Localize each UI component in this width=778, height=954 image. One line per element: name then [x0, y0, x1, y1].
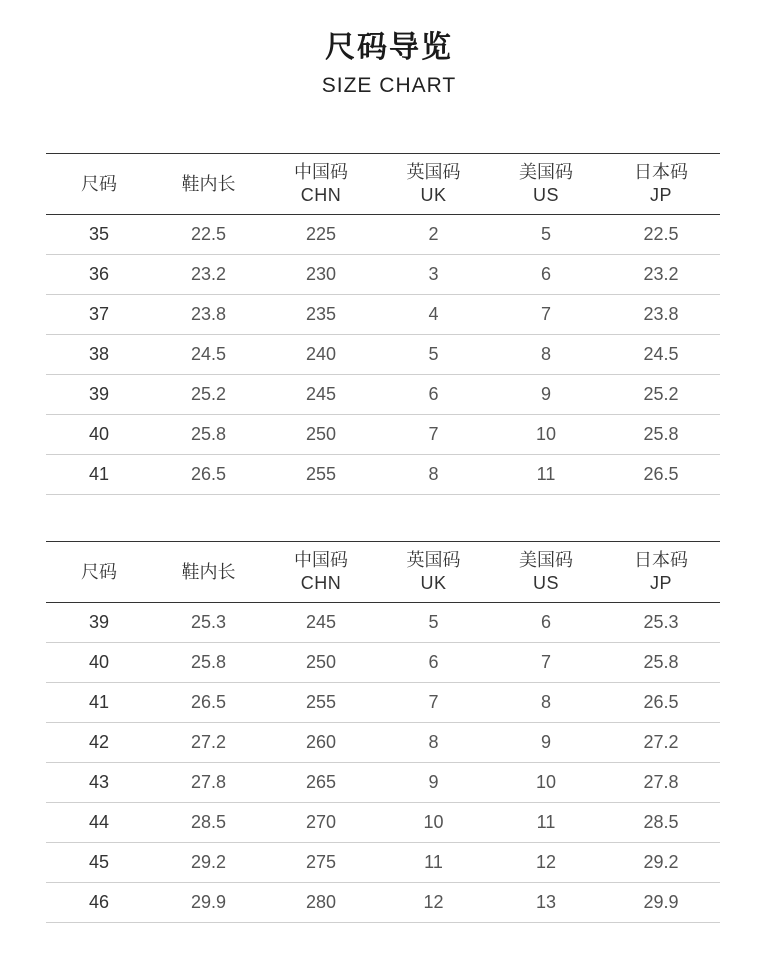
cell-us: 8 — [490, 683, 602, 723]
cell-chn: 250 — [265, 643, 377, 683]
table-row — [46, 883, 720, 923]
cell-us: 11 — [490, 455, 602, 495]
header-jp-cn: 日本码 — [634, 550, 688, 571]
header-jp — [602, 154, 720, 215]
cell-size: 42 — [46, 723, 152, 763]
cell-us: 10 — [490, 763, 602, 803]
cell-uk: 5 — [377, 603, 490, 643]
header-length — [152, 542, 265, 603]
cell-length: 24.5 — [152, 335, 265, 375]
cell-length: 25.3 — [152, 603, 265, 643]
cell-us: 8 — [490, 335, 602, 375]
header-chn-en: CHN — [300, 185, 342, 205]
table-row — [46, 683, 720, 723]
header-uk-en: UK — [420, 185, 447, 205]
cell-us: 10 — [490, 415, 602, 455]
cell-uk: 7 — [377, 415, 490, 455]
header-uk-en: UK — [420, 573, 447, 593]
cell-uk: 8 — [377, 455, 490, 495]
header-row — [46, 154, 720, 215]
cell-size: 37 — [46, 295, 152, 335]
cell-jp: 25.2 — [602, 375, 720, 415]
cell-uk: 5 — [377, 335, 490, 375]
header-us-en: US — [532, 573, 559, 593]
table-header — [46, 154, 720, 215]
table-row — [46, 843, 720, 883]
cell-length: 29.2 — [152, 843, 265, 883]
table-row — [46, 723, 720, 763]
header-uk — [377, 154, 490, 215]
cell-jp: 22.5 — [602, 215, 720, 255]
cell-jp: 29.9 — [602, 883, 720, 923]
table-row — [46, 455, 720, 495]
table-row — [46, 295, 720, 335]
cell-length: 28.5 — [152, 803, 265, 843]
cell-uk: 6 — [377, 375, 490, 415]
cell-chn: 255 — [265, 683, 377, 723]
cell-size: 41 — [46, 683, 152, 723]
table-row — [46, 255, 720, 295]
header-length — [152, 154, 265, 215]
cell-size: 46 — [46, 883, 152, 923]
cell-size: 39 — [46, 603, 152, 643]
table-row — [46, 763, 720, 803]
cell-size: 40 — [46, 415, 152, 455]
cell-chn: 250 — [265, 415, 377, 455]
table-body — [46, 215, 720, 495]
cell-uk: 11 — [377, 843, 490, 883]
cell-us: 6 — [490, 603, 602, 643]
cell-chn: 260 — [265, 723, 377, 763]
cell-chn: 255 — [265, 455, 377, 495]
cell-length: 23.8 — [152, 295, 265, 335]
cell-jp: 25.3 — [602, 603, 720, 643]
header-size-label: 尺码 — [81, 561, 117, 583]
cell-length: 26.5 — [152, 683, 265, 723]
cell-uk: 8 — [377, 723, 490, 763]
size-table-1 — [46, 153, 720, 495]
cell-jp: 25.8 — [602, 643, 720, 683]
header-chn-en: CHN — [300, 573, 342, 593]
header-uk-cn: 英国码 — [406, 550, 461, 571]
table-row — [46, 415, 720, 455]
header-uk-cn: 英国码 — [406, 162, 461, 183]
cell-length: 26.5 — [152, 455, 265, 495]
cell-chn: 265 — [265, 763, 377, 803]
cell-jp: 27.2 — [602, 723, 720, 763]
header-size-label: 尺码 — [81, 173, 117, 195]
cell-us: 9 — [490, 375, 602, 415]
cell-jp: 26.5 — [602, 683, 720, 723]
cell-length: 25.8 — [152, 643, 265, 683]
cell-uk: 9 — [377, 763, 490, 803]
page-subtitle: SIZE CHART — [321, 74, 457, 97]
cell-length: 27.8 — [152, 763, 265, 803]
header-jp-en: JP — [649, 185, 672, 205]
header-jp-cn: 日本码 — [634, 162, 688, 183]
cell-size: 44 — [46, 803, 152, 843]
cell-chn: 275 — [265, 843, 377, 883]
cell-chn: 235 — [265, 295, 377, 335]
header-us-cn: 美国码 — [519, 162, 573, 183]
cell-us: 7 — [490, 295, 602, 335]
cell-length: 29.9 — [152, 883, 265, 923]
cell-size: 39 — [46, 375, 152, 415]
cell-chn: 240 — [265, 335, 377, 375]
table-row — [46, 803, 720, 843]
cell-size: 43 — [46, 763, 152, 803]
cell-us: 9 — [490, 723, 602, 763]
cell-size: 40 — [46, 643, 152, 683]
cell-uk: 7 — [377, 683, 490, 723]
cell-uk: 2 — [377, 215, 490, 255]
table-row — [46, 603, 720, 643]
header-uk — [377, 542, 490, 603]
cell-us: 7 — [490, 643, 602, 683]
cell-length: 25.2 — [152, 375, 265, 415]
header-chn — [265, 154, 377, 215]
cell-chn: 280 — [265, 883, 377, 923]
cell-us: 12 — [490, 843, 602, 883]
cell-chn: 245 — [265, 603, 377, 643]
cell-uk: 10 — [377, 803, 490, 843]
table-row — [46, 335, 720, 375]
cell-uk: 6 — [377, 643, 490, 683]
size-table-2 — [46, 541, 720, 923]
cell-chn: 230 — [265, 255, 377, 295]
cell-chn: 270 — [265, 803, 377, 843]
cell-uk: 3 — [377, 255, 490, 295]
cell-size: 36 — [46, 255, 152, 295]
header-row — [46, 542, 720, 603]
header-chn-cn: 中国码 — [294, 162, 348, 183]
table-row — [46, 215, 720, 255]
cell-length: 23.2 — [152, 255, 265, 295]
header-size — [46, 542, 152, 603]
cell-us: 11 — [490, 803, 602, 843]
table-row — [46, 643, 720, 683]
cell-jp: 28.5 — [602, 803, 720, 843]
header-chn-cn: 中国码 — [294, 550, 348, 571]
cell-jp: 24.5 — [602, 335, 720, 375]
cell-uk: 4 — [377, 295, 490, 335]
cell-jp: 26.5 — [602, 455, 720, 495]
cell-size: 35 — [46, 215, 152, 255]
header-jp-en: JP — [649, 573, 672, 593]
cell-size: 38 — [46, 335, 152, 375]
cell-size: 41 — [46, 455, 152, 495]
header-length-label: 鞋内长 — [181, 173, 236, 195]
header-chn — [265, 542, 377, 603]
header-us-cn: 美国码 — [519, 550, 573, 571]
page-title: 尺码导览 — [325, 30, 453, 65]
header-us-en: US — [532, 185, 559, 205]
cell-chn: 225 — [265, 215, 377, 255]
header-us — [490, 542, 602, 603]
cell-length: 22.5 — [152, 215, 265, 255]
header-us — [490, 154, 602, 215]
header-size — [46, 154, 152, 215]
cell-jp: 27.8 — [602, 763, 720, 803]
cell-jp: 23.8 — [602, 295, 720, 335]
cell-uk: 12 — [377, 883, 490, 923]
cell-chn: 245 — [265, 375, 377, 415]
cell-jp: 23.2 — [602, 255, 720, 295]
cell-length: 27.2 — [152, 723, 265, 763]
header-jp — [602, 542, 720, 603]
header-length-label: 鞋内长 — [181, 561, 236, 583]
cell-us: 13 — [490, 883, 602, 923]
table-body — [46, 603, 720, 923]
table-row — [46, 375, 720, 415]
cell-us: 6 — [490, 255, 602, 295]
table-header — [46, 542, 720, 603]
cell-jp: 29.2 — [602, 843, 720, 883]
cell-length: 25.8 — [152, 415, 265, 455]
cell-jp: 25.8 — [602, 415, 720, 455]
cell-size: 45 — [46, 843, 152, 883]
cell-us: 5 — [490, 215, 602, 255]
